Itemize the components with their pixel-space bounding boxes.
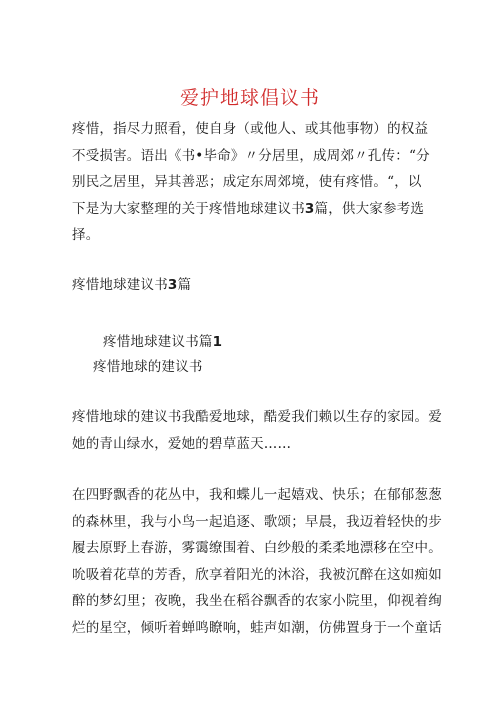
section-heading-text: 疼惜地球建议书 [72, 277, 168, 293]
sub-heading-1-text: 疼惜地球建议书篇 [103, 334, 213, 350]
sub-heading-1 [103, 329, 433, 356]
sub-heading-1-number: 1 [212, 334, 223, 350]
body-line: 履去原野上春游，雾霭缭围着、白纱般的柔柔地漂移在空中。 [72, 540, 442, 556]
intro-line: 择。 [72, 227, 100, 243]
body-line: 在四野飘香的花丛中，我和蝶儿一起嬉戏、快乐；在郁郁葱葱 [72, 487, 442, 503]
intro-line: 疼惜，指尽力照看，使自身（或他人、或其他事物）的权益 [72, 121, 429, 137]
intro-line [72, 196, 434, 223]
section-heading-count: 3 [167, 277, 178, 293]
section-heading [72, 272, 434, 299]
intro-text: 篇，供大家参考选 [314, 200, 425, 217]
body-line: 烂的星空，倾听着蝉鸣瞭响，蛙声如潮，仿佛置身于一个童话 [72, 619, 442, 636]
intro-text: 下是为大家整理的关于疼惜地球建议书 [72, 200, 305, 217]
body-line: 的森林里，我与小鸟一起追逐、歌颂；早晨，我迈着轻快的步 [72, 513, 442, 530]
lead-line: 疼惜地球的建议书我酷爱地球，酷爱我们赖以生存的家园。爱 [72, 409, 442, 425]
intro-paragraph [72, 116, 434, 249]
intro-count: 3 [304, 200, 315, 217]
document-title: 爱护地球倡议书 [179, 87, 320, 109]
intro-line: 不受损害。语出《书•毕命》〃分居里，成周郊〃孔传：“分 [72, 147, 430, 164]
intro-line: 别民之居里，异其善恶；成定东周郊境，使有疼惜。“，以 [72, 174, 422, 190]
body-line: 醉的梦幻里；夜晚，我坐在稻谷飘香的农家小院里，仰视着绚 [72, 593, 442, 609]
sub-heading-2: 疼惜地球的建议书 [93, 359, 203, 375]
body-paragraph [72, 482, 442, 641]
lead-paragraph [72, 404, 442, 457]
lead-line: 她的青山绿水，爱她的碧草蓝天…… [72, 435, 292, 452]
section-heading-suffix: 篇 [177, 277, 192, 293]
body-line: 吮吸着花草的芳香，欣享着阳光的沐浴，我被沉醉在这如痴如 [72, 566, 442, 583]
